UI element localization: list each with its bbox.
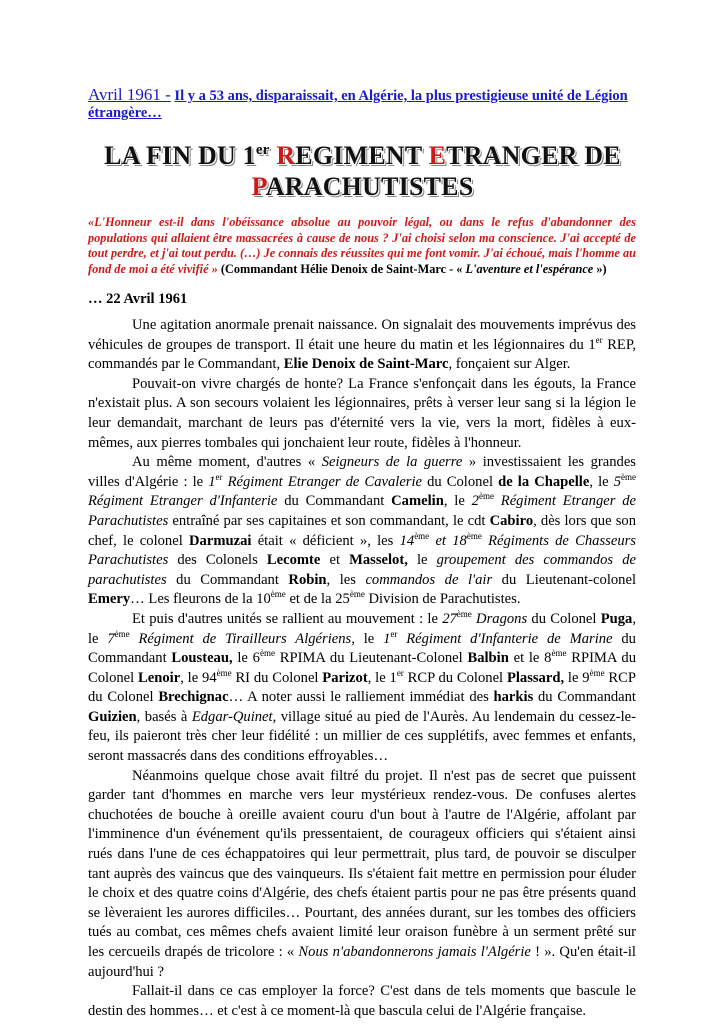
text-run: et de la 25 <box>285 591 350 608</box>
italic-run: 14 <box>399 532 415 549</box>
italic-run: 7 <box>107 630 115 647</box>
text-run: , basés à <box>136 708 192 725</box>
italic-run: groupement des commandos de parachutistes <box>88 552 636 588</box>
superscript: er <box>215 471 223 482</box>
page-title <box>60 140 665 202</box>
superscript: ème <box>621 471 636 482</box>
title-superscript: er <box>255 142 270 158</box>
person-name: Guizien <box>88 708 137 725</box>
title-part: TRANGER DE <box>446 141 621 170</box>
text-run: RCP du Colonel <box>88 669 636 706</box>
header <box>88 86 648 122</box>
italic-run: 27 <box>442 610 457 627</box>
italic-run: Régiment Etranger de Cavalerie <box>222 473 423 490</box>
person-name: Cabiro <box>489 512 534 529</box>
italic-run: 2 <box>471 493 479 510</box>
text-run: et le 8 <box>508 650 552 667</box>
superscript: ème <box>414 530 430 541</box>
italic-run: 5 <box>613 473 621 490</box>
text-run: RCP du Colonel <box>403 669 507 686</box>
text-run: Une agitation anormale prenait naissance. On signalait des mouvements imprévus des véhicules de groupes de transport. Il était une heure du matin et les légionnaires du 1 <box>88 317 636 353</box>
header-date: Avril 1961 - <box>88 85 171 104</box>
text-run: , le 1 <box>367 669 397 686</box>
quote-attribution <box>218 262 607 276</box>
text-run: était « déficient », les <box>251 532 400 549</box>
text-run: du Commandant <box>166 571 289 588</box>
text-run: RI du Colonel <box>231 669 323 686</box>
superscript: ème <box>349 589 365 600</box>
superscript: er <box>390 628 398 639</box>
person-name: Robin <box>288 571 327 588</box>
text-run: , village situé au pied de l'Aurès. Au lendemain du cessez-le-feu, ils paieront très cher leur fidélité : un millier de ces supplétifs, avec femmes et enfants, seront massacrés dans des conditions effroyables… <box>88 708 636 765</box>
text-run: REP, commandés par le Commandant, <box>88 336 636 373</box>
person-name: Lecomte <box>266 552 321 569</box>
paragraph-2: Pouvait-on vivre chargés de honte? La France s'enfonçait dans les égouts, la France n'existait plus. A son secours volaient les légionnaires, prêts à verser leur sang si la légion le leur demandait, marchant de leurs pas d'éternité vers la vie, vers la mort, fidèles à eux-mêmes, aux pierres tombales qui jonchaient leur route, fidèles à l'honneur. <box>88 375 636 451</box>
text-run: le 6 <box>232 650 260 667</box>
text-run: et <box>320 552 350 569</box>
bold-run: harkis <box>493 689 534 706</box>
text-run: entraîné par ses capitaines et son commandant, le cdt <box>168 512 490 529</box>
italic-run: et 18 <box>429 532 467 549</box>
quote-attr-part: (Commandant Hélie Denoix de Saint-Marc - « <box>217 261 466 276</box>
paragraph-3 <box>88 453 636 610</box>
superscript: ème <box>589 667 605 678</box>
text-run: , le <box>589 473 614 490</box>
italic-run: Nous n'abandonnerons jamais l'Algérie <box>298 944 531 960</box>
italic-run: 1 <box>383 630 391 647</box>
text-run: des Colonels <box>168 552 267 569</box>
text-run: , le <box>443 493 472 510</box>
paragraph-5 <box>88 767 636 983</box>
text-run: , le <box>88 610 636 647</box>
superscript: ème <box>466 530 482 541</box>
person-name: Balbin <box>467 650 509 667</box>
person-name: Brechignac <box>158 689 229 706</box>
quote-attr-part: ») <box>593 261 607 276</box>
title-part: LA FIN DU 1 <box>104 141 256 170</box>
italic-run: Edgar-Quinet <box>191 708 273 725</box>
text-run: , fonçaient sur Alger. <box>448 356 571 373</box>
superscript: ème <box>114 628 130 639</box>
quote-book-title: L'aventure et l'espérance <box>465 261 594 276</box>
person-name: Plassard, <box>506 669 565 686</box>
paragraph-6: Fallait-il dans ce cas employer la force? C'est dans de tels moments que bascule le destin des hommes… et c'est à ce moment-là que bascula celui de l'Algérie française. <box>88 983 636 1019</box>
text-run: ! ». Qu'en était-il aujourd'hui ? <box>88 944 636 980</box>
article-body <box>88 316 636 1021</box>
text-run: … A noter aussi le ralliement immédiat des <box>228 689 494 706</box>
quote-text: «L'Honneur est-il dans l'obéissance absolue au pouvoir légal, ou dans le refus d'abandonner des populations qui allaient être massacrées à cause de nous ? J'ai choisi selon ma conscience. J'ai accepté de tout perdre, et j'ai tout perdu. (…) Je connais des réussites qui me font vomir. J'ai échoué, mais l'homme au fond de moi a été vivifié » <box>88 215 636 276</box>
person-name: Parizot <box>322 669 368 686</box>
superscript: ème <box>456 608 472 619</box>
text-run: le 9 <box>564 669 590 686</box>
text-run: du Commandant <box>88 630 636 667</box>
title-part: EGIMENT <box>295 141 429 170</box>
title-part: ARACHUTISTES <box>265 172 474 201</box>
paragraph-1 <box>88 316 636 375</box>
title-initial-p: P <box>251 172 266 201</box>
person-name: de la Chapelle <box>498 473 590 490</box>
person-name: Lousteau, <box>171 650 233 667</box>
italic-run: Seigneurs de la guerre <box>321 454 463 471</box>
superscript: ème <box>551 648 567 659</box>
italic-run: Régiment Etranger d'Infanterie <box>88 493 278 510</box>
superscript: ème <box>216 667 232 678</box>
text-run: du Commandant <box>533 689 636 706</box>
text-run: Division de Parachutistes. <box>364 591 521 608</box>
italic-run: Régiment de Tirailleurs Algériens <box>129 630 352 647</box>
dateline: … 22 Avril 1961 <box>88 291 188 307</box>
text-run: , le 94 <box>180 669 217 686</box>
superscript: ème <box>259 648 275 659</box>
italic-run: Dragons <box>471 610 528 627</box>
text-run: du Commandant <box>277 493 392 510</box>
text-run: , le <box>351 630 384 647</box>
person-name: Lenoir <box>138 669 181 686</box>
text-run: , dès lors que son chef, le colonel <box>88 512 636 549</box>
paragraph-4 <box>88 610 636 767</box>
italic-run: Régiment d'Infanterie de Marine <box>397 630 613 647</box>
italic-run: 1 <box>208 473 216 490</box>
title-initial-e: E <box>428 141 447 170</box>
italic-run: Régiment Etranger de Parachutistes <box>88 493 636 529</box>
text-run: RPIMA du Colonel <box>88 650 636 686</box>
title-initial-r: R <box>276 141 296 170</box>
text-run: du Lieutenant-colonel <box>492 571 637 588</box>
text-run: Au même moment, d'autres « <box>132 454 322 471</box>
text-run: Néanmoins quelque chose avait filtré du projet. Il n'est pas de secret que puissent garder tant d'hommes en marche vers leur mystérieux rendez-vous. De confuses alertes chuchotées de bouche à oreille avaient couru d'un bout à l'autre de l'Algérie, affolant par l'imminence d'un événement qu'ils pressentaient, de courageux officiers qui s'étaient ainsi rués dans l'une de ces échappatoires qui leur permettrait, plus tard, de pouvoir se disculper tant auprès des vaincus que des vainqueurs. Ils s'étaient fait mettre en permission pour éluder le choix et des quatre coins d'Algérie, des chefs étaient partis pour ne pas être présents quand se lèveraient les aurores difficiles… Pourtant, des années durant, sur les tombes des officiers tués au combat, ces mêmes chefs avaient limité leur oraison funèbre à un serment prêté sur les cercueils drapés de tricolore : « <box>88 767 636 960</box>
text-run: , les <box>326 571 366 588</box>
superscript: ème <box>478 491 494 502</box>
person-name: Puga <box>600 610 633 627</box>
person-name: Darmuzai <box>189 532 252 549</box>
superscript: er <box>595 334 603 345</box>
text-run: le <box>407 552 437 569</box>
text-run: Et puis d'autres unités se rallient au mouvement : le <box>132 610 443 627</box>
text-run: du Colonel <box>527 610 601 627</box>
epigraph-quote <box>88 215 636 277</box>
text-run: » investissaient les grandes villes d'Algérie : le <box>88 454 636 490</box>
superscript: er <box>396 667 404 678</box>
italic-run: commandos de l'air <box>365 571 493 588</box>
text-run: … Les fleurons de la 10 <box>130 591 271 608</box>
person-name: Masselot, <box>349 552 408 569</box>
superscript: ème <box>270 589 286 600</box>
italic-run: Régiments de Chasseurs Parachutistes <box>88 532 636 569</box>
header-subtitle: Il y a 53 ans, disparaissait, en Algérie, la plus prestigieuse unité de Légion étrangère… <box>88 88 628 121</box>
person-name: Emery <box>88 591 131 608</box>
person-name: Elie Denoix de Saint-Marc <box>283 356 449 373</box>
text-run: RPIMA du Lieutenant-Colonel <box>274 650 468 667</box>
person-name: Camelin <box>391 493 444 510</box>
text-run: du Colonel <box>422 473 499 490</box>
